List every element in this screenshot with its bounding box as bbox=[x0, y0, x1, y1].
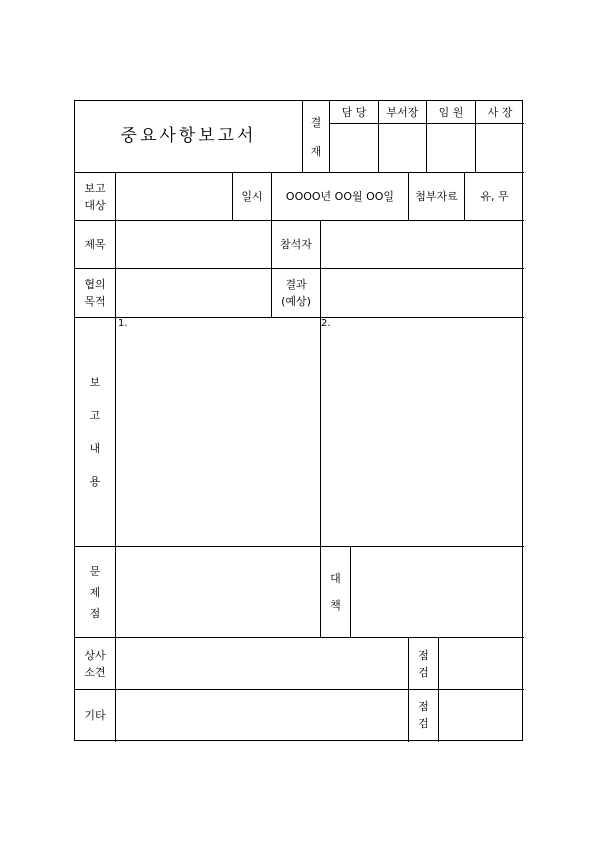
attachment-field[interactable]: 유, 무 bbox=[480, 190, 509, 203]
problem-field[interactable] bbox=[116, 547, 320, 637]
countermeasure-char-1: 대 bbox=[330, 572, 341, 585]
other-check-field[interactable] bbox=[439, 690, 524, 740]
approval-sign-staff[interactable] bbox=[330, 124, 378, 172]
purpose-field[interactable] bbox=[116, 269, 271, 317]
other-check-label bbox=[409, 690, 438, 740]
approval-header-president: 사 장 bbox=[487, 105, 513, 119]
problem-char-3: 점 bbox=[89, 606, 101, 620]
purpose-label-line1: 협의 bbox=[84, 278, 106, 291]
result-label-line2: (예상) bbox=[281, 295, 311, 308]
result-field[interactable] bbox=[321, 269, 524, 317]
approval-sign-dept-head[interactable] bbox=[379, 124, 426, 172]
attachment-label: 첨부자료 bbox=[415, 190, 458, 203]
superior-check-label-top: 점 bbox=[418, 648, 429, 662]
report-item-number-2: 2. bbox=[321, 318, 331, 329]
other-check-label-bottom: 검 bbox=[418, 717, 429, 730]
date-field[interactable]: OOOO년 OO월 OO일 bbox=[285, 190, 395, 203]
problem-char-2: 제 bbox=[89, 585, 101, 599]
approval-header-dept-head: 부서장 bbox=[386, 105, 419, 119]
result-label bbox=[272, 269, 320, 317]
report-target-label-line1: 보고 bbox=[84, 181, 106, 195]
problem-char-1: 문 bbox=[89, 564, 101, 578]
approval-label bbox=[303, 101, 329, 172]
superior-opinion-label-line1: 상사 bbox=[84, 648, 106, 662]
problem-label bbox=[75, 547, 115, 637]
superior-opinion-label bbox=[75, 638, 115, 689]
approval-label-top: 결 bbox=[310, 115, 322, 129]
purpose-label bbox=[75, 269, 115, 317]
report-form bbox=[74, 100, 523, 741]
superior-check-field[interactable] bbox=[439, 638, 524, 689]
subject-label: 제목 bbox=[84, 238, 106, 251]
other-check-label-top: 점 bbox=[418, 700, 429, 713]
superior-check-label bbox=[409, 638, 438, 689]
result-label-line1: 결과 bbox=[285, 278, 307, 291]
other-field[interactable] bbox=[116, 690, 408, 740]
superior-opinion-field[interactable] bbox=[116, 638, 408, 689]
countermeasure-label bbox=[321, 547, 350, 637]
approval-header-staff: 담 당 bbox=[341, 105, 367, 119]
countermeasure-char-2: 책 bbox=[330, 599, 341, 612]
report-content-char-2: 고 bbox=[89, 409, 101, 422]
approval-header-executive: 임 원 bbox=[438, 105, 464, 119]
purpose-label-line2: 목적 bbox=[84, 295, 106, 308]
report-target-label-line2: 대상 bbox=[84, 198, 106, 212]
approval-sign-president[interactable] bbox=[476, 124, 524, 172]
date-label: 일시 bbox=[241, 190, 263, 203]
report-content-char-3: 내 bbox=[89, 442, 101, 455]
report-item-number-1: 1. bbox=[118, 318, 128, 329]
countermeasure-field[interactable] bbox=[351, 547, 524, 637]
report-content-label bbox=[75, 318, 115, 546]
report-content-field-1[interactable] bbox=[116, 318, 320, 546]
report-content-field-2[interactable] bbox=[321, 318, 524, 546]
page-title: 중요사항보고서 bbox=[120, 126, 257, 146]
superior-opinion-label-line2: 소견 bbox=[84, 665, 106, 679]
approval-label-bottom: 재 bbox=[310, 144, 322, 158]
subject-field[interactable] bbox=[116, 221, 271, 268]
report-content-char-1: 보 bbox=[89, 376, 101, 389]
approval-sign-executive[interactable] bbox=[427, 124, 475, 172]
attendee-field[interactable] bbox=[321, 221, 524, 268]
report-content-char-4: 용 bbox=[89, 475, 101, 488]
report-target-field[interactable] bbox=[116, 173, 232, 220]
other-label: 기타 bbox=[84, 708, 106, 722]
superior-check-label-bottom: 검 bbox=[418, 665, 429, 679]
attendee-label: 참석자 bbox=[280, 238, 312, 251]
report-target-label bbox=[75, 173, 115, 220]
